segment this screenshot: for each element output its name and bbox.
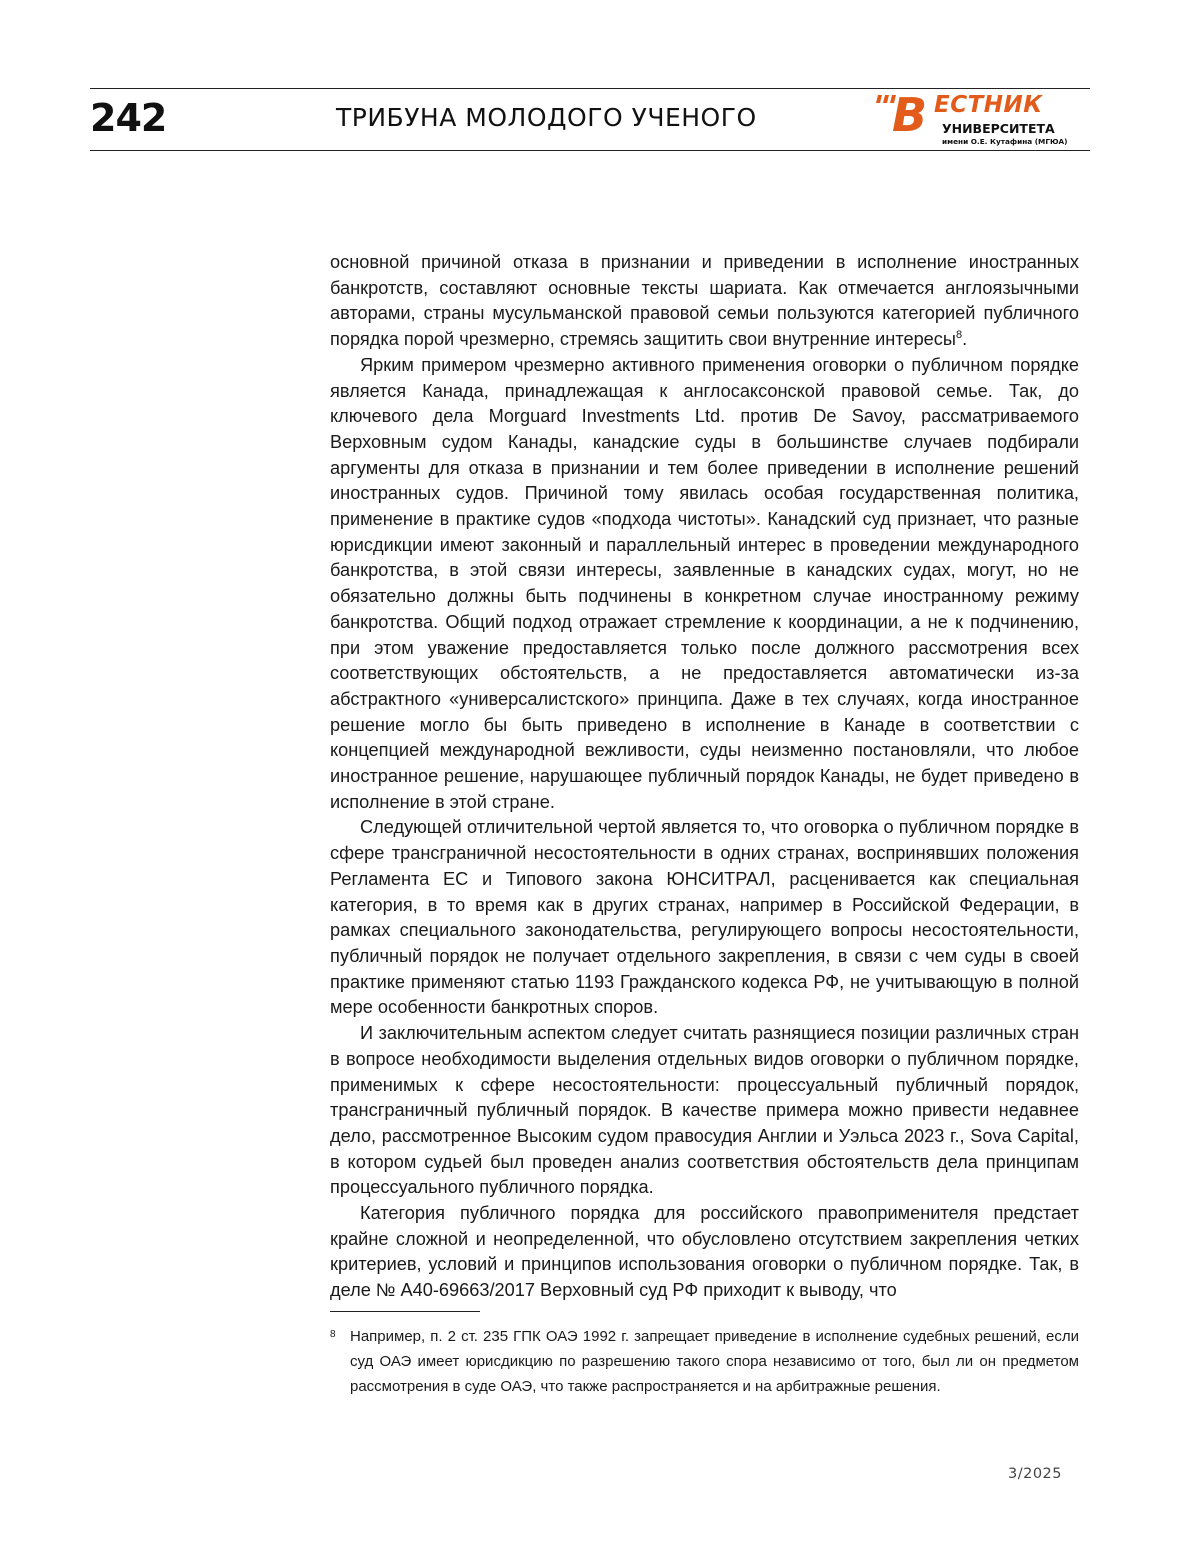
header-top-rule [90,88,1090,89]
footnote-ref-8[interactable]: 8 [956,329,962,341]
paragraph-5: Категория публичного порядка для российского правоприменителя предстает крайне сложной и неопределенной, что обусловлено отсутствием закрепления четких критериев, условий и принципов использования оговорки о публичном порядке. Так, в деле № А40-69663/2017 Верховный суд РФ приходит к выводу, что [330,1201,1079,1304]
logo-subtitle-2: имени О.Е. Кутафина (МГЮА) [942,137,1068,146]
paragraph-2: Ярким примером чрезмерно активного применения оговорки о публичном порядке является Канада, принадлежащая к англосаксонской правовой семье. Так, до ключевого дела Morguard Investments Ltd. против De Savoy, рассматриваемого Верховным судом Канады, канадские суды в большинстве случаев подбирали аргументы для отказа в признании и тем более приведении в исполнение решений иностранных судов. Причиной тому явилась особая государственная политика, применение в практике судов «подхода чистоты». Канадский суд признает, что разные юрисдикции имеют законный и параллельный интерес в проведении международного банкротства, в этой связи интересы, заявленные в канадских судах, могут, но не обязательно должны быть подчинены в конкретном случае иностранному режиму банкротства. Общий подход отражает стремление к координации, а не к подчинению, при этом уважение предоставляется только после должного рассмотрения всех соответствующих обстоятельств, а не предоставляется автоматически из-за абстрактного «универсалистского» принципа. Даже в тех случаях, когда иностранное решение могло бы быть приведено в исполнение в Канаде в соответствии с концепцией международной вежливости, суды неизменно постановляли, что любое иностранное решение, нарушающее публичный порядок Канады, не будет приведено в исполнение в этой стране. [330,353,1079,816]
paragraph-1 [330,250,1079,353]
footnote-divider [330,1311,480,1312]
paragraph-3: Следующей отличительной чертой является то, что оговорка о публичном порядке в сфере трансграничной несостоятельности в одних странах, воспринявших положения Регламента ЕС и Типового закона ЮНСИТРАЛ, расценивается как специальная категория, в то время как в других странах, например в Российской Федерации, в рамках специального законодательства, регулирующего вопросы несостоятельности, публичный порядок не получает отдельного закрепления, в связи с чем суды в своей практике применяют статью 1193 Гражданского кодекса РФ, не учитывающую в полной мере особенности банкротных споров. [330,815,1079,1021]
footnote-mark: 8 [330,1322,336,1347]
page-header [90,88,1090,152]
journal-logo [876,92,1090,148]
footnote-8 [330,1324,1079,1399]
header-bottom-rule [90,150,1090,151]
section-title: ТРИБУНА МОЛОДОГО УЧЕНОГО [336,103,757,132]
issue-number: 3/2025 [1008,1466,1062,1482]
paragraph-1-text: основной причиной отказа в признании и приведении в исполнение иностранных банкротств, составляют основные тексты шариата. Как отмечается англоязычными авторами, страны мусульманской правовой семьи пользуются категорией публичного порядка порой чрезмерно, стремясь защитить свои внутренние интересы [330,252,1079,349]
page-number: 242 [90,96,166,140]
logo-word: ЕСТНИК [934,92,1043,118]
footnote-text: Например, п. 2 ст. 235 ГПК ОАЭ 1992 г. запрещает приведение в исполнение судебных решений, если суд ОАЭ имеет юрисдикцию по разрешению такого спора независимо от того, был ли он предметом рассмотрения в суде ОАЭ, что также распространяется и на арбитражные решения. [350,1324,1079,1399]
logo-letter: В [892,92,927,138]
paragraph-1-end: . [962,329,967,349]
logo-subtitle: УНИВЕРСИТЕТА [942,121,1055,136]
article-body [330,250,1079,1304]
paragraph-4: И заключительным аспектом следует считать разнящиеся позиции различных стран в вопросе необходимости выделения отдельных видов оговорки о публичном порядке, применимых к сфере несостоятельности: процессуальный публичный порядок, трансграничный публичный порядок. В качестве примера можно привести недавнее дело, рассмотренное Высоким судом правосудия Англии и Уэльса 2023 г., Sova Capital, в котором судьей был проведен анализ соответствия обстоятельств дела принципам процессуального публичного порядка. [330,1021,1079,1201]
